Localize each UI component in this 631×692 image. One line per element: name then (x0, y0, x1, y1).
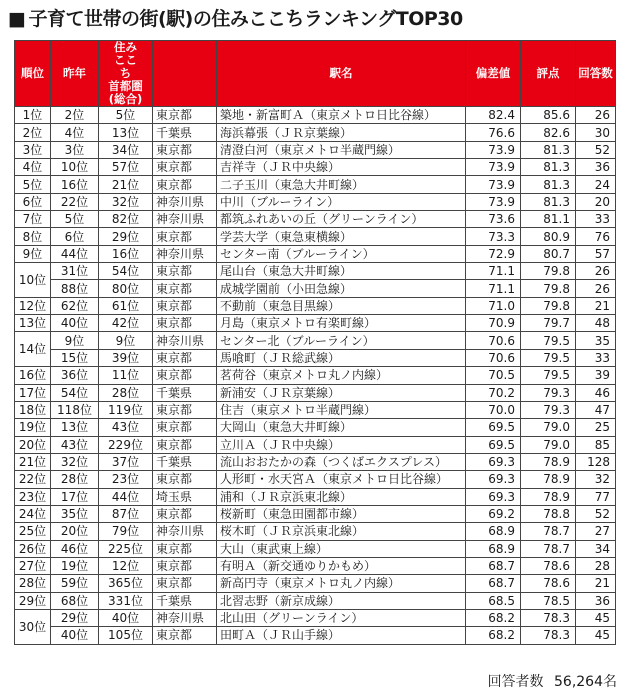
prev-year-cell: 35位 (51, 505, 99, 522)
score-cell: 79.5 (521, 349, 576, 366)
deviation-cell: 69.2 (466, 505, 521, 522)
count-cell: 47 (576, 401, 616, 418)
count-cell: 27 (576, 523, 616, 540)
metro-rank-cell: 119位 (99, 401, 153, 418)
metro-rank-cell: 16位 (99, 245, 153, 262)
rank-cell: 2位 (15, 124, 51, 141)
prev-year-cell: 22位 (51, 193, 99, 210)
deviation-cell: 73.9 (466, 193, 521, 210)
station-cell: 都筑ふれあいの丘（グリーンライン） (217, 211, 466, 228)
count-cell: 33 (576, 211, 616, 228)
count-cell: 46 (576, 384, 616, 401)
prev-year-cell: 31位 (51, 263, 99, 280)
score-cell: 78.3 (521, 627, 576, 644)
rank-cell: 16位 (15, 367, 51, 384)
prev-year-cell: 68位 (51, 592, 99, 609)
metro-rank-cell: 32位 (99, 193, 153, 210)
station-cell: 住吉（東京メトロ半蔵門線） (217, 401, 466, 418)
rank-cell: 1位 (15, 107, 51, 124)
page-title (8, 6, 463, 32)
deviation-cell: 71.1 (466, 280, 521, 297)
prev-year-cell: 62位 (51, 297, 99, 314)
rank-cell: 5位 (15, 176, 51, 193)
station-cell: 築地・新富町Ａ（東京メトロ日比谷線） (217, 107, 466, 124)
prefecture-cell: 神奈川県 (153, 609, 217, 626)
station-cell: 新高円寺（東京メトロ丸ノ内線） (217, 575, 466, 592)
header-metro-line: ここ (114, 53, 137, 67)
station-cell: 有明Ａ（新交通ゆりかもめ） (217, 557, 466, 574)
table-row (15, 297, 616, 314)
metro-rank-cell: 43位 (99, 419, 153, 436)
station-cell: 浦和（ＪＲ京浜東北線） (217, 488, 466, 505)
table-body (15, 107, 616, 645)
table-row (15, 332, 616, 349)
count-cell: 26 (576, 263, 616, 280)
rank-cell: 19位 (15, 419, 51, 436)
deviation-cell: 73.9 (466, 159, 521, 176)
score-cell: 80.7 (521, 245, 576, 262)
metro-rank-cell: 5位 (99, 107, 153, 124)
metro-rank-cell: 13位 (99, 124, 153, 141)
metro-rank-cell: 80位 (99, 280, 153, 297)
station-cell: 清澄白河（東京メトロ半蔵門線） (217, 141, 466, 158)
count-cell: 77 (576, 488, 616, 505)
prev-year-cell: 2位 (51, 107, 99, 124)
count-cell: 26 (576, 280, 616, 297)
station-cell: 海浜幕張（ＪＲ京葉線） (217, 124, 466, 141)
rank-cell: 6位 (15, 193, 51, 210)
rank-cell: 7位 (15, 211, 51, 228)
rank-cell: 22位 (15, 471, 51, 488)
prev-year-cell: 10位 (51, 159, 99, 176)
prefecture-cell: 東京都 (153, 367, 217, 384)
score-cell: 81.3 (521, 193, 576, 210)
prev-year-cell: 88位 (51, 280, 99, 297)
header-deviation: 偏差値 (466, 41, 521, 107)
rank-cell: 13位 (15, 315, 51, 332)
metro-rank-cell: 57位 (99, 159, 153, 176)
table-row (15, 575, 616, 592)
table-row (15, 263, 616, 280)
respondent-count: 回答者数 56,264名 (487, 674, 617, 690)
score-cell: 79.8 (521, 297, 576, 314)
metro-rank-cell: 331位 (99, 592, 153, 609)
count-cell: 28 (576, 557, 616, 574)
station-cell: 二子玉川（東急大井町線） (217, 176, 466, 193)
prefecture-cell: 東京都 (153, 471, 217, 488)
deviation-cell: 73.9 (466, 141, 521, 158)
prev-year-cell: 6位 (51, 228, 99, 245)
count-cell: 30 (576, 124, 616, 141)
rank-cell: 24位 (15, 505, 51, 522)
prev-year-cell: 59位 (51, 575, 99, 592)
prefecture-cell: 神奈川県 (153, 332, 217, 349)
prefecture-cell: 千葉県 (153, 124, 217, 141)
table-row (15, 609, 616, 626)
metro-rank-cell: 365位 (99, 575, 153, 592)
prefecture-cell: 埼玉県 (153, 488, 217, 505)
metro-rank-cell: 12位 (99, 557, 153, 574)
deviation-cell: 72.9 (466, 245, 521, 262)
table-row (15, 557, 616, 574)
rank-cell: 17位 (15, 384, 51, 401)
prev-year-cell: 20位 (51, 523, 99, 540)
count-cell: 36 (576, 592, 616, 609)
table-row (15, 505, 616, 522)
score-cell: 79.0 (521, 419, 576, 436)
header-metro-line: (総合) (108, 92, 143, 106)
prefecture-cell: 東京都 (153, 315, 217, 332)
metro-rank-cell: 28位 (99, 384, 153, 401)
count-cell: 39 (576, 367, 616, 384)
table-row (15, 280, 616, 297)
title-text: 子育て世帯の街(駅)の住みここちランキングTOP30 (28, 8, 463, 30)
count-cell: 52 (576, 505, 616, 522)
prefecture-cell: 東京都 (153, 280, 217, 297)
prev-year-cell: 118位 (51, 401, 99, 418)
deviation-cell: 69.3 (466, 453, 521, 470)
table-row (15, 471, 616, 488)
score-cell: 82.6 (521, 124, 576, 141)
rank-cell: 18位 (15, 401, 51, 418)
rank-cell: 10位 (15, 263, 51, 298)
count-cell: 20 (576, 193, 616, 210)
rank-cell: 21位 (15, 453, 51, 470)
rank-cell: 20位 (15, 436, 51, 453)
station-cell: センター北（ブルーライン） (217, 332, 466, 349)
station-cell: 成城学園前（小田急線） (217, 280, 466, 297)
prefecture-cell: 東京都 (153, 228, 217, 245)
station-cell: 人形町・水天宮Ａ（東京メトロ日比谷線） (217, 471, 466, 488)
score-cell: 79.3 (521, 401, 576, 418)
score-cell: 79.8 (521, 263, 576, 280)
score-cell: 78.8 (521, 505, 576, 522)
deviation-cell: 71.0 (466, 297, 521, 314)
prefecture-cell: 東京都 (153, 419, 217, 436)
prefecture-cell: 東京都 (153, 159, 217, 176)
score-cell: 78.6 (521, 557, 576, 574)
station-cell: 北山田（グリーンライン） (217, 609, 466, 626)
count-cell: 52 (576, 141, 616, 158)
score-cell: 79.5 (521, 332, 576, 349)
table-row (15, 453, 616, 470)
metro-rank-cell: 105位 (99, 627, 153, 644)
deviation-cell: 68.9 (466, 540, 521, 557)
metro-rank-cell: 39位 (99, 349, 153, 366)
count-cell: 76 (576, 228, 616, 245)
score-cell: 79.5 (521, 367, 576, 384)
deviation-cell: 73.9 (466, 176, 521, 193)
score-cell: 81.3 (521, 176, 576, 193)
table-row (15, 124, 616, 141)
prefecture-cell: 神奈川県 (153, 245, 217, 262)
metro-rank-cell: 61位 (99, 297, 153, 314)
score-cell: 79.8 (521, 280, 576, 297)
rank-cell: 25位 (15, 523, 51, 540)
table-row (15, 315, 616, 332)
count-cell: 33 (576, 349, 616, 366)
deviation-cell: 70.2 (466, 384, 521, 401)
table-row (15, 488, 616, 505)
score-cell: 78.5 (521, 592, 576, 609)
metro-rank-cell: 79位 (99, 523, 153, 540)
station-cell: 北習志野（新京成線） (217, 592, 466, 609)
table-row (15, 211, 616, 228)
station-cell: 田町Ａ（ＪＲ山手線） (217, 627, 466, 644)
metro-rank-cell: 23位 (99, 471, 153, 488)
prev-year-cell: 54位 (51, 384, 99, 401)
score-cell: 78.9 (521, 488, 576, 505)
rank-cell: 30位 (15, 609, 51, 644)
station-cell: 大山（東武東上線） (217, 540, 466, 557)
header-metro-rank (99, 41, 153, 107)
table-row (15, 384, 616, 401)
header-metro-line: 住み (114, 40, 137, 54)
count-cell: 35 (576, 332, 616, 349)
prev-year-cell: 16位 (51, 176, 99, 193)
prefecture-cell: 千葉県 (153, 592, 217, 609)
prefecture-cell: 東京都 (153, 557, 217, 574)
metro-rank-cell: 40位 (99, 609, 153, 626)
deviation-cell: 69.3 (466, 488, 521, 505)
deviation-cell: 69.5 (466, 436, 521, 453)
prefecture-cell: 東京都 (153, 297, 217, 314)
table-row (15, 592, 616, 609)
rank-cell: 9位 (15, 245, 51, 262)
rank-cell: 4位 (15, 159, 51, 176)
prefecture-cell: 神奈川県 (153, 193, 217, 210)
header-station: 駅名 (217, 41, 466, 107)
table-row (15, 245, 616, 262)
score-cell: 78.6 (521, 575, 576, 592)
deviation-cell: 70.6 (466, 349, 521, 366)
table-row (15, 436, 616, 453)
prev-year-cell: 40位 (51, 627, 99, 644)
station-cell: 月島（東京メトロ有楽町線） (217, 315, 466, 332)
count-cell: 45 (576, 627, 616, 644)
title-marker: ■ (8, 8, 26, 30)
table-row (15, 141, 616, 158)
deviation-cell: 68.7 (466, 575, 521, 592)
prefecture-cell: 東京都 (153, 141, 217, 158)
prefecture-cell: 東京都 (153, 575, 217, 592)
deviation-cell: 68.7 (466, 557, 521, 574)
deviation-cell: 68.5 (466, 592, 521, 609)
header-rank: 順位 (15, 41, 51, 107)
prev-year-cell: 36位 (51, 367, 99, 384)
count-cell: 45 (576, 609, 616, 626)
prev-year-cell: 29位 (51, 609, 99, 626)
metro-rank-cell: 87位 (99, 505, 153, 522)
prefecture-cell: 神奈川県 (153, 211, 217, 228)
table-row (15, 367, 616, 384)
score-cell: 81.3 (521, 141, 576, 158)
prefecture-cell: 東京都 (153, 436, 217, 453)
metro-rank-cell: 54位 (99, 263, 153, 280)
metro-rank-cell: 42位 (99, 315, 153, 332)
prefecture-cell: 東京都 (153, 505, 217, 522)
station-cell: 立川Ａ（ＪＲ中央線） (217, 436, 466, 453)
prev-year-cell: 5位 (51, 211, 99, 228)
station-cell: 不動前（東急目黒線） (217, 297, 466, 314)
station-cell: 吉祥寺（ＪＲ中央線） (217, 159, 466, 176)
count-cell: 21 (576, 575, 616, 592)
prev-year-cell: 19位 (51, 557, 99, 574)
prev-year-cell: 44位 (51, 245, 99, 262)
deviation-cell: 69.5 (466, 419, 521, 436)
deviation-cell: 70.9 (466, 315, 521, 332)
prev-year-cell: 17位 (51, 488, 99, 505)
count-cell: 24 (576, 176, 616, 193)
deviation-cell: 68.9 (466, 523, 521, 540)
station-cell: 馬喰町（ＪＲ総武線） (217, 349, 466, 366)
prefecture-cell: 東京都 (153, 176, 217, 193)
count-cell: 34 (576, 540, 616, 557)
table-header-row (15, 41, 616, 107)
prefecture-cell: 東京都 (153, 540, 217, 557)
header-prefecture (153, 41, 217, 107)
prefecture-cell: 千葉県 (153, 453, 217, 470)
count-cell: 26 (576, 107, 616, 124)
count-cell: 32 (576, 471, 616, 488)
metro-rank-cell: 11位 (99, 367, 153, 384)
prefecture-cell: 東京都 (153, 401, 217, 418)
count-cell: 128 (576, 453, 616, 470)
score-cell: 79.0 (521, 436, 576, 453)
score-cell: 78.3 (521, 609, 576, 626)
station-cell: 大岡山（東急大井町線） (217, 419, 466, 436)
rank-cell: 28位 (15, 575, 51, 592)
prev-year-cell: 28位 (51, 471, 99, 488)
table-row (15, 540, 616, 557)
score-cell: 78.7 (521, 523, 576, 540)
deviation-cell: 71.1 (466, 263, 521, 280)
score-cell: 78.9 (521, 471, 576, 488)
metro-rank-cell: 44位 (99, 488, 153, 505)
deviation-cell: 70.5 (466, 367, 521, 384)
prev-year-cell: 32位 (51, 453, 99, 470)
score-cell: 81.3 (521, 159, 576, 176)
score-cell: 85.6 (521, 107, 576, 124)
table-row (15, 228, 616, 245)
table-row (15, 193, 616, 210)
station-cell: センター南（ブルーライン） (217, 245, 466, 262)
station-cell: 新浦安（ＪＲ京葉線） (217, 384, 466, 401)
metro-rank-cell: 21位 (99, 176, 153, 193)
deviation-cell: 68.2 (466, 609, 521, 626)
table-row (15, 159, 616, 176)
metro-rank-cell: 29位 (99, 228, 153, 245)
table-row (15, 107, 616, 124)
prev-year-cell: 9位 (51, 332, 99, 349)
prev-year-cell: 40位 (51, 315, 99, 332)
metro-rank-cell: 34位 (99, 141, 153, 158)
rank-cell: 23位 (15, 488, 51, 505)
deviation-cell: 69.3 (466, 471, 521, 488)
prev-year-cell: 3位 (51, 141, 99, 158)
header-count: 回答数 (576, 41, 616, 107)
metro-rank-cell: 229位 (99, 436, 153, 453)
prev-year-cell: 4位 (51, 124, 99, 141)
count-cell: 25 (576, 419, 616, 436)
rank-cell: 12位 (15, 297, 51, 314)
station-cell: 中川（ブルーライン） (217, 193, 466, 210)
metro-rank-cell: 37位 (99, 453, 153, 470)
deviation-cell: 73.3 (466, 228, 521, 245)
station-cell: 流山おおたかの森（つくばエクスプレス） (217, 453, 466, 470)
deviation-cell: 68.2 (466, 627, 521, 644)
count-cell: 57 (576, 245, 616, 262)
station-cell: 桜新町（東急田園都市線） (217, 505, 466, 522)
score-cell: 81.1 (521, 211, 576, 228)
prev-year-cell: 13位 (51, 419, 99, 436)
score-cell: 79.7 (521, 315, 576, 332)
rank-cell: 26位 (15, 540, 51, 557)
count-cell: 21 (576, 297, 616, 314)
station-cell: 尾山台（東急大井町線） (217, 263, 466, 280)
prefecture-cell: 東京都 (153, 627, 217, 644)
prefecture-cell: 東京都 (153, 107, 217, 124)
prev-year-cell: 15位 (51, 349, 99, 366)
prefecture-cell: 神奈川県 (153, 523, 217, 540)
station-cell: 学芸大学（東急東横線） (217, 228, 466, 245)
deviation-cell: 73.6 (466, 211, 521, 228)
score-cell: 78.7 (521, 540, 576, 557)
header-score: 評点 (521, 41, 576, 107)
station-cell: 茗荷谷（東京メトロ丸ノ内線） (217, 367, 466, 384)
header-metro-line: 首都圏 (108, 79, 143, 93)
table-row (15, 349, 616, 366)
rank-cell: 27位 (15, 557, 51, 574)
count-cell: 36 (576, 159, 616, 176)
header-prev-year: 昨年 (51, 41, 99, 107)
header-metro-line: ち (119, 66, 132, 80)
prev-year-cell: 46位 (51, 540, 99, 557)
ranking-table (14, 40, 616, 645)
table-row (15, 176, 616, 193)
rank-cell: 14位 (15, 332, 51, 367)
prefecture-cell: 東京都 (153, 263, 217, 280)
rank-cell: 29位 (15, 592, 51, 609)
rank-cell: 8位 (15, 228, 51, 245)
score-cell: 79.3 (521, 384, 576, 401)
deviation-cell: 70.0 (466, 401, 521, 418)
station-cell: 桜木町（ＪＲ京浜東北線） (217, 523, 466, 540)
rank-cell: 3位 (15, 141, 51, 158)
table-row (15, 419, 616, 436)
deviation-cell: 70.6 (466, 332, 521, 349)
prev-year-cell: 43位 (51, 436, 99, 453)
table-row (15, 627, 616, 644)
metro-rank-cell: 225位 (99, 540, 153, 557)
metro-rank-cell: 9位 (99, 332, 153, 349)
score-cell: 80.9 (521, 228, 576, 245)
table-row (15, 401, 616, 418)
metro-rank-cell: 82位 (99, 211, 153, 228)
table-row (15, 523, 616, 540)
deviation-cell: 76.6 (466, 124, 521, 141)
deviation-cell: 82.4 (466, 107, 521, 124)
count-cell: 85 (576, 436, 616, 453)
prefecture-cell: 東京都 (153, 349, 217, 366)
prefecture-cell: 千葉県 (153, 384, 217, 401)
count-cell: 48 (576, 315, 616, 332)
score-cell: 78.9 (521, 453, 576, 470)
